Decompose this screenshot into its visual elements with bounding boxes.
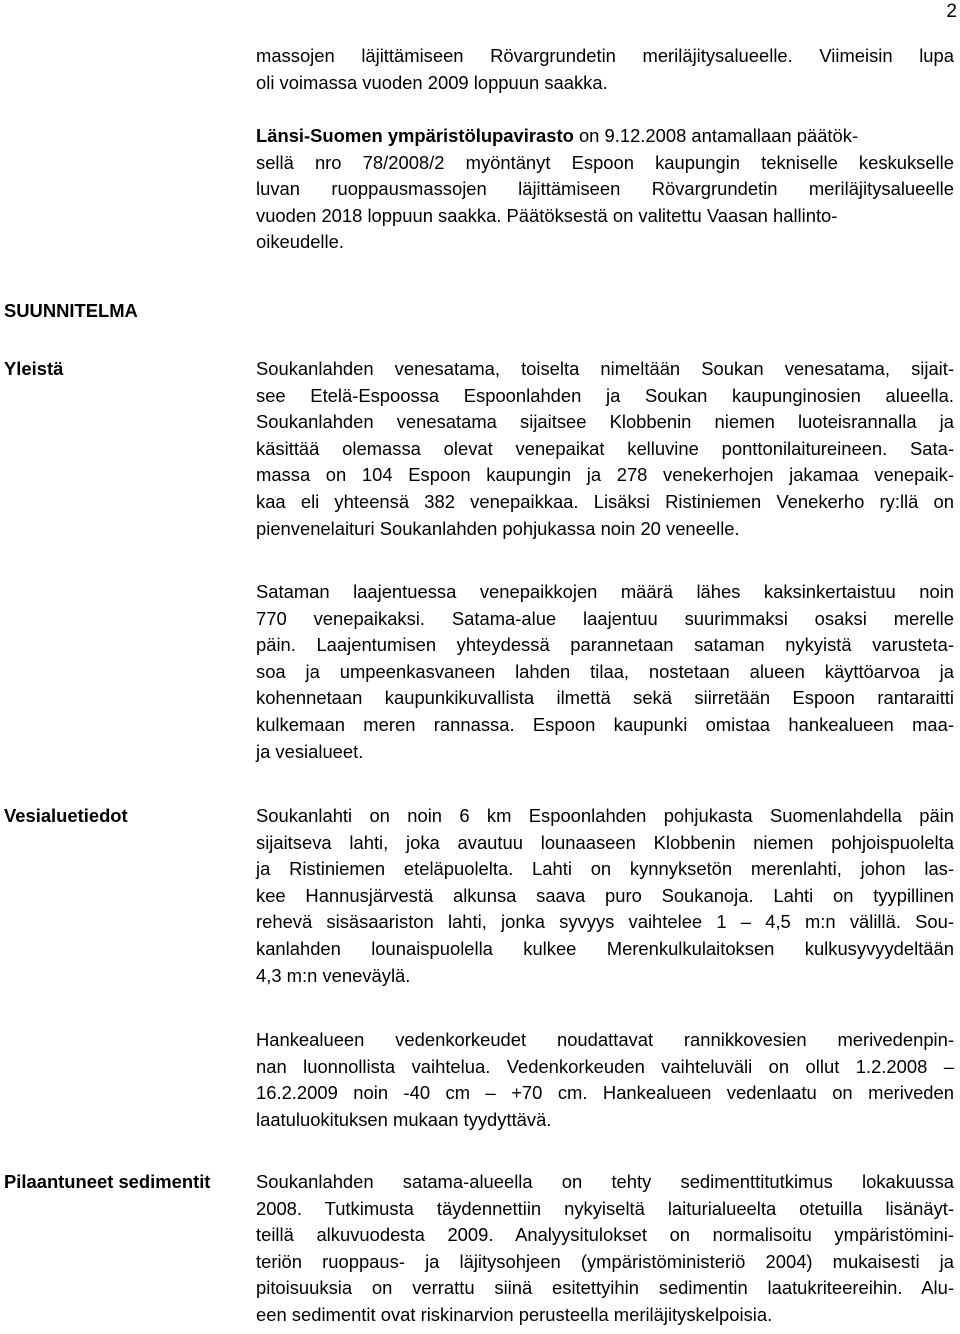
- text-line: päin. Laajentumisen yhteydessä parannetaan sataman nykyistä varusteta-: [256, 634, 954, 656]
- text-line: kaa eli yhteensä 382 venepaikkaa. Lisäksi Ristiniemen Venekerho ry:llä on: [256, 490, 954, 512]
- text-line: ja Ristiniemen eteläpuolelta. Lahti on kynnyksetön merenlahti, johon las-: [256, 858, 954, 880]
- text-line: teriön ruoppaus- ja läjitysohjeen (ympäristöministeriö 2004) mukaisesti ja: [256, 1250, 954, 1272]
- text-line: vuoden 2018 loppuun saakka. Päätöksestä on valitettu Vaasan hallinto-: [256, 204, 838, 226]
- text-line: [256, 123, 954, 150]
- sediments-paragraph-1: [256, 1169, 954, 1329]
- water-paragraph-1: [256, 803, 954, 989]
- text-line: Soukanlahden venesatama sijaitsee Klobbenin niemen luoteisrannalla ja: [256, 411, 954, 433]
- intro-paragraph-1: [256, 43, 954, 96]
- text-line: soa ja umpeenkasvaneen lahden tilaa, nostetaan alueen käyttöarvoa ja: [256, 660, 954, 682]
- text-line: massojen läjittämiseen Rövargrundetin meriläjitysalueelle. Viimeisin lupa: [256, 45, 954, 66]
- section-label-general: Yleistä: [4, 358, 64, 379]
- authority-name: Länsi-Suomen ympäristölupavirasto: [256, 125, 574, 146]
- text-line: laatuluokituksen mukaan tyydyttävä.: [256, 1108, 552, 1130]
- section-label-sediments: Pilaantuneet sedimentit: [4, 1171, 211, 1192]
- text-line: kee Hannusjärvestä alkunsa saava puro Soukanoja. Lahti on tyypillinen: [256, 884, 954, 906]
- text-line: 770 venepaikaksi. Satama-alue laajentuu suurimmaksi osaksi merelle: [256, 607, 954, 629]
- section-heading-plan: SUUNNITELMA: [4, 300, 138, 321]
- text-fragment: on 9.12.2008 antamallaan päätök-: [573, 125, 859, 146]
- text-line: Soukanlahti on noin 6 km Espoonlahden pohjukasta Suomenlahdella päin: [256, 805, 954, 826]
- text-line: see Etelä-Espoossa Espoonlahden ja Soukan kaupunginosien alueella.: [256, 384, 954, 406]
- text-line: kohennetaan kaupunkikuvallista ilmettä sekä siirretään Espoon rantaraitti: [256, 687, 954, 709]
- text-line: sellä nro 78/2008/2 myöntänyt Espoon kaupungin tekniselle keskukselle: [256, 151, 954, 173]
- text-line: teillä alkuvuodesta 2009. Analyysitulokset on normalisoitu ympäristömini-: [256, 1224, 954, 1246]
- text-line: pitoisuuksia on verrattu siinä esitettyihin sedimentin laatukriteereihin. Alu-: [256, 1277, 954, 1299]
- text-line: 2008. Tutkimusta täydennettiin nykyiseltä laiturialueelta otetuilla lisänäyt-: [256, 1197, 954, 1219]
- text-line: Hankealueen vedenkorkeudet noudattavat rannikkovesien merivedenpin-: [256, 1029, 954, 1050]
- text-line: luvan ruoppausmassojen läjittämiseen Rövargrundetin meriläjitysalueelle: [256, 178, 954, 200]
- section-label-water: Vesialuetiedot: [4, 805, 128, 826]
- text-line: nan luonnollista vaihtelua. Vedenkorkeuden vaihteluväli on ollut 1.2.2008 –: [256, 1055, 954, 1077]
- text-line: käsittää olemassa olevat venepaikat kelluvine ponttonilaitureineen. Sata-: [256, 437, 954, 459]
- text-line: kulkemaan meren rannassa. Espoon kaupunki omistaa hankealueen maa-: [256, 713, 954, 735]
- text-line: oli voimassa vuoden 2009 loppuun saakka.: [256, 71, 608, 93]
- text-line: Soukanlahden venesatama, toiselta nimeltään Soukan venesatama, sijait-: [256, 358, 954, 379]
- text-line: massa on 104 Espoon kaupungin ja 278 venekerhojen jakamaa venepaik-: [256, 464, 954, 486]
- general-paragraph-1: [256, 356, 954, 542]
- general-paragraph-2: [256, 579, 954, 765]
- text-line: sijaitseva lahti, joka avautuu lounaaseen Klobbenin niemen pohjoispuolelta: [256, 831, 954, 853]
- text-line: kanlahden lounaispuolella kulkee Merenkulkulaitoksen kulkusyvyydeltään: [256, 937, 954, 959]
- text-line: pienvenelaituri Soukanlahden pohjukassa noin 20 veneelle.: [256, 517, 740, 539]
- intro-paragraph-2: [256, 123, 954, 256]
- text-line: ja vesialueet.: [256, 740, 364, 762]
- water-paragraph-2: [256, 1027, 954, 1133]
- text-line: Soukanlahden satama-alueella on tehty sedimenttitutkimus lokakuussa: [256, 1171, 954, 1192]
- text-line: 4,3 m:n veneväylä.: [256, 964, 411, 986]
- page-number: 2: [946, 1, 957, 22]
- text-line: 16.2.2009 noin -40 cm – +70 cm. Hankealueen vedenlaatu on meriveden: [256, 1082, 954, 1104]
- text-line: oikeudelle.: [256, 231, 344, 253]
- text-line: rehevä sisäsaariston lahti, jonka syvyys vaihtelee 1 – 4,5 m:n välillä. Sou-: [256, 911, 954, 933]
- text-line: een sedimentit ovat riskinarvion perusteella meriläjityskelpoisia.: [256, 1303, 773, 1325]
- text-line: Sataman laajentuessa venepaikkojen määrä lähes kaksinkertaistuu noin: [256, 581, 954, 602]
